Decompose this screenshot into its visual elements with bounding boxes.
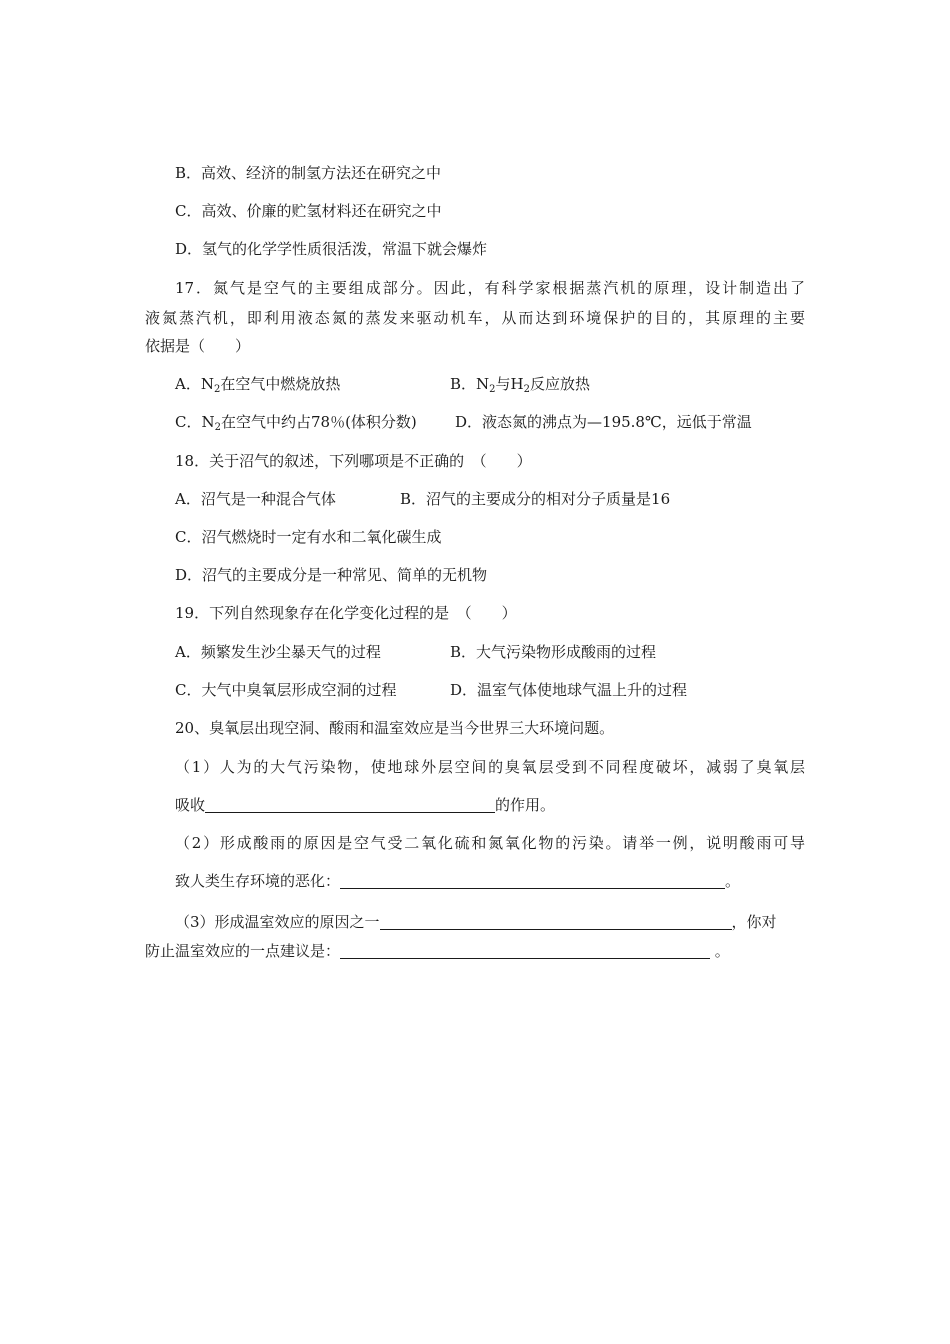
- q20-part1-suffix: 的作用。: [495, 796, 556, 814]
- q18-option-d: D．沼气的主要成分是一种常见、简单的无机物: [175, 566, 488, 584]
- q17-option-b-prefix: B．N: [450, 375, 490, 393]
- q18-option-b: B．沼气的主要成分的相对分子质量是16: [400, 490, 671, 508]
- q18-stem: 18．关于沼气的叙述，下列哪项是不正确的 （ ）: [175, 452, 532, 470]
- q20-part2-answer-blank[interactable]: [340, 872, 725, 889]
- q17-option-c-rest: 在空气中约占78％(体积分数): [220, 413, 417, 431]
- q20-part1-answer-blank[interactable]: [205, 796, 495, 813]
- q20-part1-line1: （1）人为的大气污染物，使地球外层空间的臭氧层受到不同程度破坏，减弱了臭氧层: [175, 758, 805, 776]
- q20-stem: 20、臭氧层出现空洞、酸雨和温室效应是当今世界三大环境问题。: [175, 719, 615, 737]
- q17-option-a: [175, 374, 340, 394]
- q20-part3-prefix: （3）形成温室效应的原因之一: [175, 913, 380, 931]
- q17-option-a-prefix: A．N: [175, 375, 214, 393]
- q19-option-d: D．温室气体使地球气温上升的过程: [450, 681, 688, 699]
- q18-option-a: A．沼气是一种混合气体: [175, 490, 336, 508]
- q20-part3-line2: [145, 941, 730, 961]
- q20-part3-suffix: ，你对: [731, 913, 777, 931]
- q20-part3-line2-suffix: 。: [710, 942, 730, 960]
- q17-stem-line3: 依据是（ ）: [145, 337, 251, 355]
- q20-part2-line2: [175, 871, 740, 891]
- q17-stem-line1: 17．氮气是空气的主要组成部分。因此，有科学家根据蒸汽机的原理，设计制造出了: [175, 279, 805, 297]
- q17-option-c-prefix: C．N: [175, 413, 215, 431]
- q20-part1-line2: [175, 795, 555, 815]
- q17-option-b-sub2: 2: [523, 384, 530, 395]
- q20-part3-line2-prefix: 防止温室效应的一点建议是：: [145, 942, 341, 960]
- q17-option-a-rest: 在空气中燃烧放热: [220, 375, 341, 393]
- q20-part2-suffix: 。: [725, 872, 741, 890]
- q17-option-c-sub: 2: [214, 422, 221, 433]
- q17-option-b-sub: 2: [489, 384, 496, 395]
- q17-option-b-mid: 与H: [495, 375, 524, 393]
- q18-option-c: C．沼气燃烧时一定有水和二氧化碳生成: [175, 528, 442, 546]
- q20-part3-line1: [175, 912, 777, 932]
- q19-option-c: C．大气中臭氧层形成空洞的过程: [175, 681, 397, 699]
- q17-option-d: D．液态氮的沸点为—195.8℃，远低于常温: [455, 413, 752, 431]
- q20-part3-suggestion-blank[interactable]: [340, 942, 710, 959]
- q16-option-d: D．氢气的化学学性质很活泼，常温下就会爆炸: [175, 240, 488, 258]
- q20-part1-prefix: 吸收: [175, 796, 206, 814]
- q17-stem-line2: 液氮蒸汽机，即利用液态氮的蒸发来驱动机车，从而达到环境保护的目的，其原理的主要: [145, 309, 805, 327]
- q20-part2-prefix: 致人类生存环境的恶化：: [175, 872, 341, 890]
- q19-option-b: B．大气污染物形成酸雨的过程: [450, 643, 657, 661]
- q16-option-b: B．高效、经济的制氢方法还在研究之中: [175, 164, 442, 182]
- q19-stem: 19．下列自然现象存在化学变化过程的是 （ ）: [175, 604, 517, 622]
- q17-option-b-rest: 反应放热: [530, 375, 591, 393]
- q17-option-c: [175, 412, 417, 432]
- q20-part3-cause-blank[interactable]: [380, 913, 732, 930]
- q19-option-a: A．频繁发生沙尘暴天气的过程: [175, 643, 381, 661]
- q17-option-a-sub: 2: [213, 384, 221, 395]
- q20-part2-line1: （2）形成酸雨的原因是空气受二氧化硫和氮氧化物的污染。请举一例，说明酸雨可导: [175, 834, 805, 852]
- q16-option-c: C．高效、价廉的贮氢材料还在研究之中: [175, 202, 442, 220]
- q17-option-b: [450, 374, 590, 394]
